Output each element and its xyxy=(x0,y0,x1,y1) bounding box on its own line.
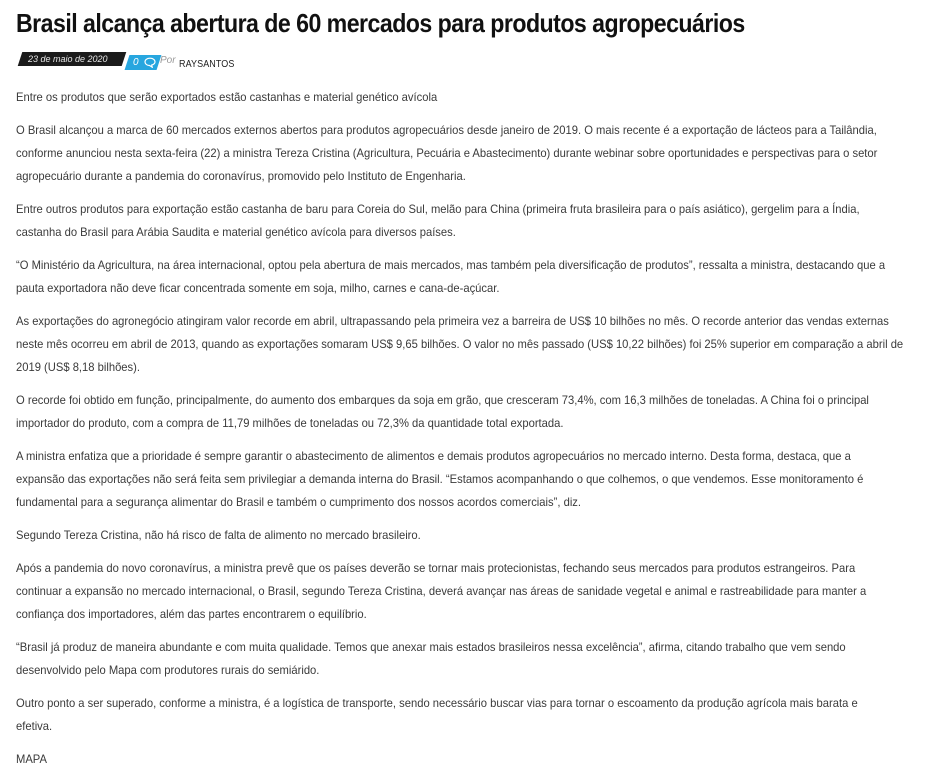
article-paragraph xyxy=(16,119,879,188)
publish-date: 23 de maio de 2020 xyxy=(28,54,108,64)
paragraph-line: castanha do Brasil para Arábia Saudita e material genético avícola para diversos países. xyxy=(16,225,456,239)
paragraph-line: O Brasil alcançou a marca de 60 mercados externos abertos para produtos agropecuários desde janeiro de 2019. O mais recente é a exportação de lácteos para a Tailândia, xyxy=(16,123,877,137)
article-paragraph xyxy=(16,310,904,379)
paragraph-line: fundamental para a segurança alimentar do Brasil e também o cumprimento dos nossos acordos comerciais”, diz. xyxy=(16,495,582,509)
paragraph-line: Segundo Tereza Cristina, não há risco de falta de alimento no mercado brasileiro. xyxy=(16,528,421,542)
comment-count[interactable]: 0 xyxy=(133,57,139,68)
paragraph-line: continuar a expansão no mercado internacional, o Brasil, segundo Tereza Cristina, deverá avançar nas áreas de sanidade vegetal e animal e rastreabilidade para manter a xyxy=(16,584,867,598)
article-paragraph xyxy=(16,692,879,738)
paragraph-line: neste mês ocorreu em abril de 2013, quando as exportações somaram US$ 9,65 bilhões. O valor no mês passado (US$ 10,22 bilhões) foi 25% superior em comparação a abril de xyxy=(16,337,904,351)
comment-bubble-icon[interactable] xyxy=(144,57,156,68)
article-paragraph xyxy=(16,389,879,435)
article-body xyxy=(16,86,940,781)
article-paragraph xyxy=(16,748,879,771)
paragraph-line: confiança dos importadores, além das partes encontrarem o equilíbrio. xyxy=(16,607,367,621)
article-title: Brasil alcança abertura de 60 mercados para produtos agropecuários xyxy=(16,8,745,38)
paragraph-line: expansão das exportações não será feita sem privilegiar a demanda interna do Brasil. “Estamos acompanhando o que colhemos, o que vendemos. Esse monitoramento é xyxy=(16,472,864,486)
paragraph-line: 2019 (US$ 8,18 bilhões). xyxy=(16,360,140,374)
paragraph-line: agropecuário durante a pandemia do coronavírus, promovido pelo Instituto de Engenharia. xyxy=(16,169,466,183)
paragraph-line: “O Ministério da Agricultura, na área internacional, optou pela abertura de mais mercados, mas também pela diversificação de produtos”, ressalta a ministra, destacando que a xyxy=(16,258,886,272)
paragraph-line: As exportações do agronegócio atingiram valor recorde em abril, ultrapassando pela primeira vez a barreira de US$ 10 bilhões no mês. O recorde anterior das vendas externas xyxy=(16,314,889,328)
byline-prefix: Por xyxy=(160,55,176,66)
paragraph-line: Entre os produtos que serão exportados estão castanhas e material genético avícola xyxy=(16,90,438,104)
article-meta xyxy=(16,52,940,72)
paragraph-line: efetiva. xyxy=(16,719,53,733)
paragraph-line: conforme anunciou nesta sexta-feira (22) a ministra Tereza Cristina (Agricultura, Pecuária e Abastecimento) durante webinar sobre oportunidades e perspectivas para o setor xyxy=(16,146,878,160)
paragraph-line: A ministra enfatiza que a prioridade é sempre garantir o abastecimento de alimentos e demais produtos agropecuários no mercado interno. Desta forma, destaca, que a xyxy=(16,449,851,463)
article-paragraph xyxy=(16,445,879,514)
byline xyxy=(160,52,240,68)
paragraph-line: importador do produto, com a compra de 11,79 milhões de toneladas ou 72,3% da quantidade total exportada. xyxy=(16,416,564,430)
author-link[interactable]: RAYSANTOS xyxy=(178,59,235,70)
article-paragraph xyxy=(16,524,879,547)
paragraph-line: O recorde foi obtido em função, principalmente, do aumento dos embarques da soja em grão, que cresceram 73,4%, com 16,3 milhões de toneladas. A China foi o principal xyxy=(16,393,869,407)
article-paragraph xyxy=(16,557,879,626)
paragraph-line: desenvolvido pelo Mapa com produtores rurais do semiárido. xyxy=(16,663,320,677)
article-paragraph xyxy=(16,86,879,109)
article-paragraph xyxy=(16,254,886,300)
article-paragraph xyxy=(16,198,879,244)
paragraph-line: Outro ponto a ser superado, conforme a ministra, é a logística de transporte, sendo necessário buscar vias para tornar o escoamento da produção agrícola mais barata e xyxy=(16,696,858,710)
paragraph-line: Após a pandemia do novo coronavírus, a ministra prevê que os países deverão se tornar mais protecionistas, fechando seus mercados para produtos estrangeiros. Para xyxy=(16,561,856,575)
paragraph-line: “Brasil já produz de maneira abundante e com muita qualidade. Temos que anexar mais estados brasileiros nessa excelência”, afirma, citando trabalho que vem sendo xyxy=(16,640,846,654)
paragraph-line: MAPA xyxy=(16,752,47,766)
paragraph-line: pauta exportadora não deve ficar concentrada somente em soja, milho, carnes e cana-de-açúcar. xyxy=(16,281,500,295)
paragraph-line: Entre outros produtos para exportação estão castanha de baru para Coreia do Sul, melão para China (primeira fruta brasileira para o país asiático), gergelim para a Índia, xyxy=(16,202,860,216)
article-paragraph xyxy=(16,636,879,682)
